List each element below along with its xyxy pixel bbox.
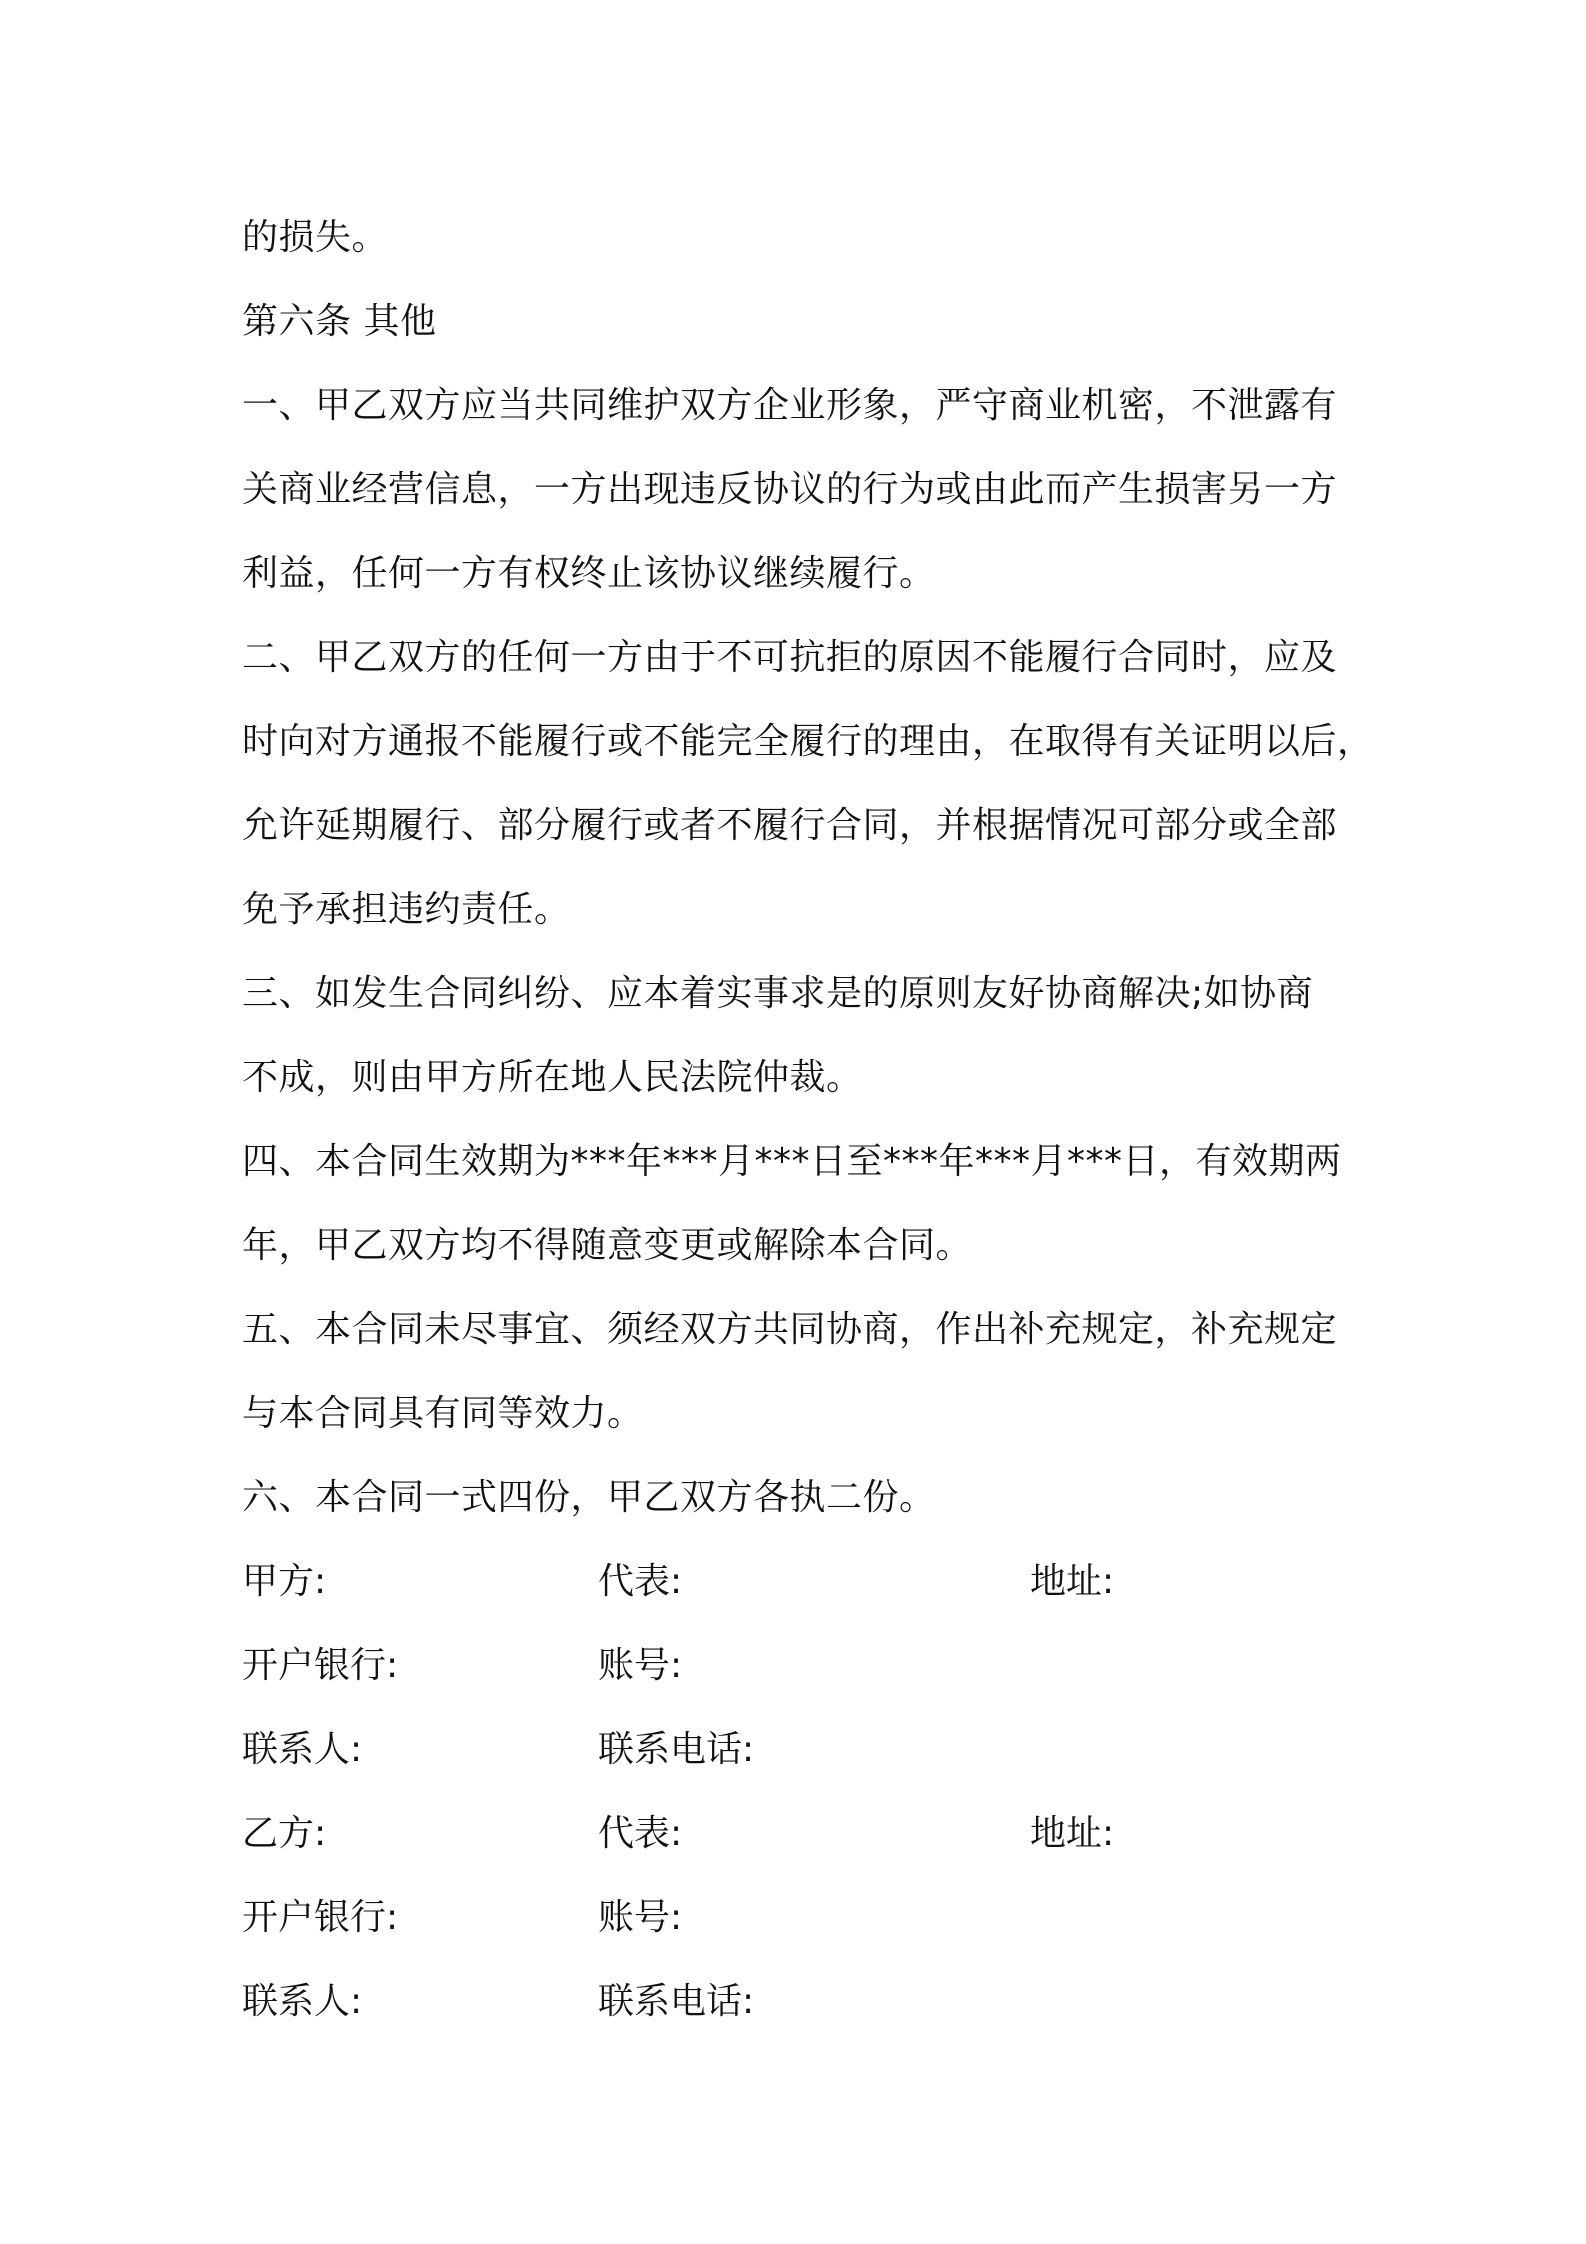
party-b-row-1 — [242, 1792, 1372, 1876]
party-b-contact-label: 联系人: — [242, 1981, 363, 2022]
paragraph-line: 利益，任何一方有权终止该协议继续履行。 — [242, 553, 936, 594]
paragraph-line: 与本合同具有同等效力。 — [242, 1393, 644, 1434]
party-a-label: 甲方: — [242, 1561, 327, 1602]
party-a-row-3 — [242, 1708, 1372, 1792]
party-b-account-label: 账号: — [598, 1897, 683, 1938]
paragraph-line: 六、本合同一式四份，甲乙双方各执二份。 — [242, 1477, 936, 1518]
paragraph-line: 四、本合同生效期为***年***月***日至***年***月***日，有效期两 — [242, 1141, 1342, 1182]
section-heading: 第六条 其他 — [242, 301, 437, 342]
party-a-row-1 — [242, 1540, 1372, 1624]
party-b-label: 乙方: — [242, 1813, 327, 1854]
party-a-account-label: 账号: — [598, 1645, 683, 1686]
paragraph-line: 时向对方通报不能履行或不能完全履行的理由，在取得有关证明以后， — [242, 721, 1374, 762]
party-b-representative-label: 代表: — [598, 1813, 683, 1854]
paragraph-line: 免予承担违约责任。 — [242, 889, 571, 930]
paragraph-line: 允许延期履行、部分履行或者不履行合同，并根据情况可部分或全部 — [242, 805, 1338, 846]
party-a-contact-label: 联系人: — [242, 1729, 363, 1770]
paragraph-line: 不成，则由甲方所在地人民法院仲裁。 — [242, 1057, 863, 1098]
party-a-bank-label: 开户银行: — [242, 1645, 399, 1686]
paragraph-line: 二、甲乙双方的任何一方由于不可抗拒的原因不能履行合同时，应及 — [242, 637, 1338, 678]
party-b-row-2 — [242, 1876, 1372, 1960]
paragraph-line: 关商业经营信息，一方出现违反协议的行为或由此而产生损害另一方 — [242, 469, 1338, 510]
party-b-address-label: 地址: — [1030, 1813, 1115, 1854]
contract-content — [242, 196, 1372, 2044]
party-a-representative-label: 代表: — [598, 1561, 683, 1602]
party-b-row-3 — [242, 1960, 1372, 2044]
party-a-phone-label: 联系电话: — [598, 1729, 755, 1770]
paragraph-line: 的损失。 — [242, 217, 389, 258]
party-a-address-label: 地址: — [1030, 1561, 1115, 1602]
paragraph-line: 五、本合同未尽事宜、须经双方共同协商，作出补充规定，补充规定 — [242, 1309, 1338, 1350]
party-b-phone-label: 联系电话: — [598, 1981, 755, 2022]
paragraph-line: 一、甲乙双方应当共同维护双方企业形象，严守商业机密，不泄露有 — [242, 385, 1338, 426]
party-a-row-2 — [242, 1624, 1372, 1708]
paragraph-line: 三、如发生合同纠纷、应本着实事求是的原则友好协商解决;如协商 — [242, 973, 1314, 1014]
party-b-bank-label: 开户银行: — [242, 1897, 399, 1938]
paragraph-line: 年，甲乙双方均不得随意变更或解除本合同。 — [242, 1225, 973, 1266]
